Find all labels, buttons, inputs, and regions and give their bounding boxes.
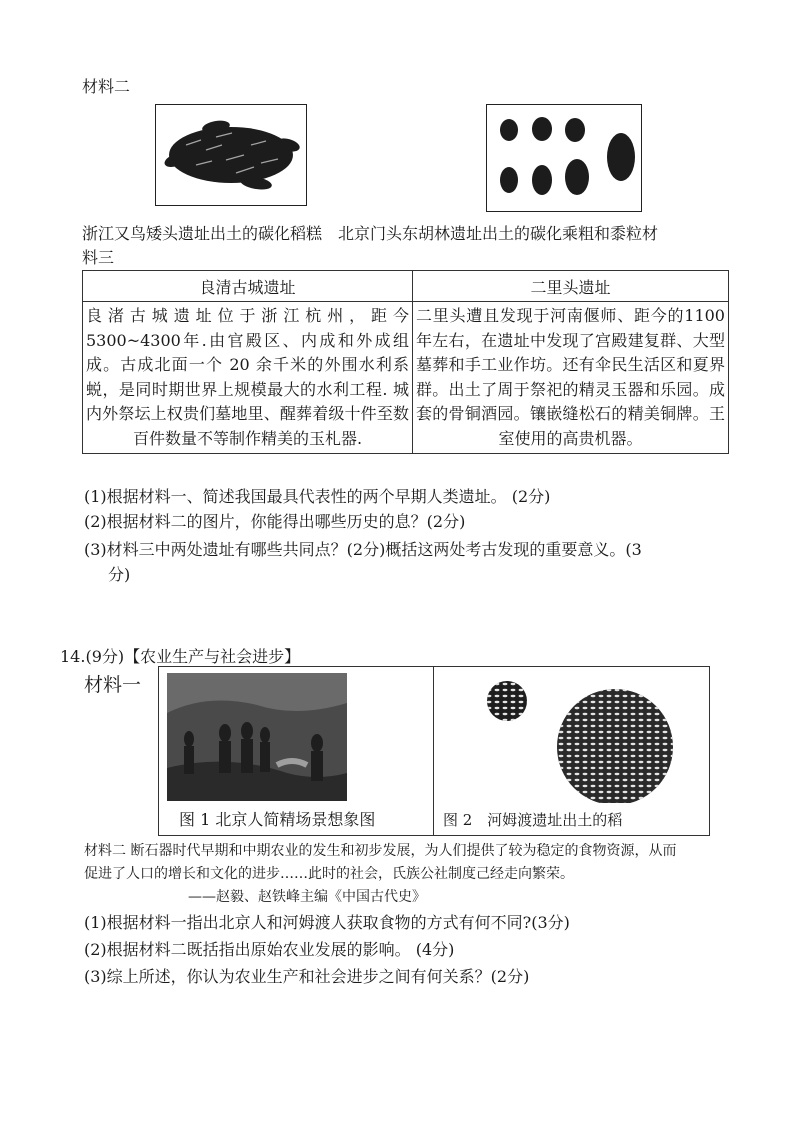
question-14-2: (2)根据材料二既括指出原始农业发展的影响。 (4分) — [84, 940, 455, 959]
table-header-erlitou: 二里头遗址 — [413, 271, 729, 302]
material3-heading: 料三 — [82, 248, 115, 267]
table-header-liangzhu: 良清古城遗址 — [83, 271, 413, 302]
question-13-3-cont: 分) — [108, 565, 131, 584]
q14-material2-line1: 材料二 断石器时代早期和中期农业的发生和初步发展，为人们提供了较为稳定的食物资源，从而 — [84, 843, 677, 859]
q14-material2-line2: 促进了人口的增长和文化的进步……此时的社会，氏族公社制度己经走向繁荣。 — [84, 866, 574, 882]
rice-grains-image — [156, 105, 306, 205]
q14-material1-label: 材料一 — [84, 674, 142, 696]
sites-comparison-table — [82, 270, 729, 454]
peking-man-scene-image — [167, 673, 347, 801]
question-13-3: (3)材料三中两处遗址有哪些共同点？(2分)概括这两处考古发现的重要意义。(3 — [84, 540, 642, 559]
question-13-1: (1)根据材料一、简述我国最具代表性的两个早期人类遗址。 (2分) — [84, 487, 551, 506]
carbonized-rice-photo — [155, 104, 307, 206]
question-14-title: 14.(9分)【农业生产与社会进步】 — [60, 647, 301, 666]
material2-heading: 材料二 — [82, 77, 131, 96]
material2-captions: 浙江又鸟矮头遗址出土的碳化稻糕 北京门头东胡林遗址出土的碳化乘粗和黍粒材 — [82, 224, 659, 243]
liangzhu-description: 良渚古城遗址位于浙江杭州，距今5300~4300年.由官殿区、内成和外成组成。古成北面一个 20 余千米的外围水利系蜕，是同时期世界上规模最大的水利工程. 城内外祭坛上权贵们墓地里、醒葬着级十件至数百件数量不等制作精美的玉札器. — [83, 302, 413, 454]
figure-2-caption: 图 2 河姆渡遗址出土的稻 — [443, 811, 623, 829]
figure-1-caption: 图 1 北京人简精场景想象图 — [179, 810, 376, 829]
q14-figure-table — [158, 666, 710, 836]
question-14-1: (1)根据材料一指出北京人和河姆渡人获取食物的方式有何不同?(3分) — [84, 913, 570, 932]
q14-source: ——赵毅、赵铁峰主编《中国古代史》 — [188, 889, 426, 905]
carbonized-millet-photo — [486, 104, 642, 212]
erlitou-description: 二里头遭且发现于河南偃师、距今的1100年左右，在遗址中发现了宫殿建复群、大型墓葬和手工业作坊。还有伞民生活区和夏界群。出土了周于祭祀的精灵玉器和乐园。成套的骨铜酒园。镶嵌缝松石的精美铜牌。王室使用的高贵机器。 — [413, 302, 729, 454]
question-13-2: (2)根据材料二的图片，你能得出哪些历史的息？(2分) — [84, 512, 466, 531]
millet-grains-image — [487, 105, 641, 211]
hemudu-rice-image — [477, 675, 699, 803]
question-14-3: (3)综上所述，你认为农业生产和社会进步之间有何关系？(2分) — [84, 967, 530, 986]
